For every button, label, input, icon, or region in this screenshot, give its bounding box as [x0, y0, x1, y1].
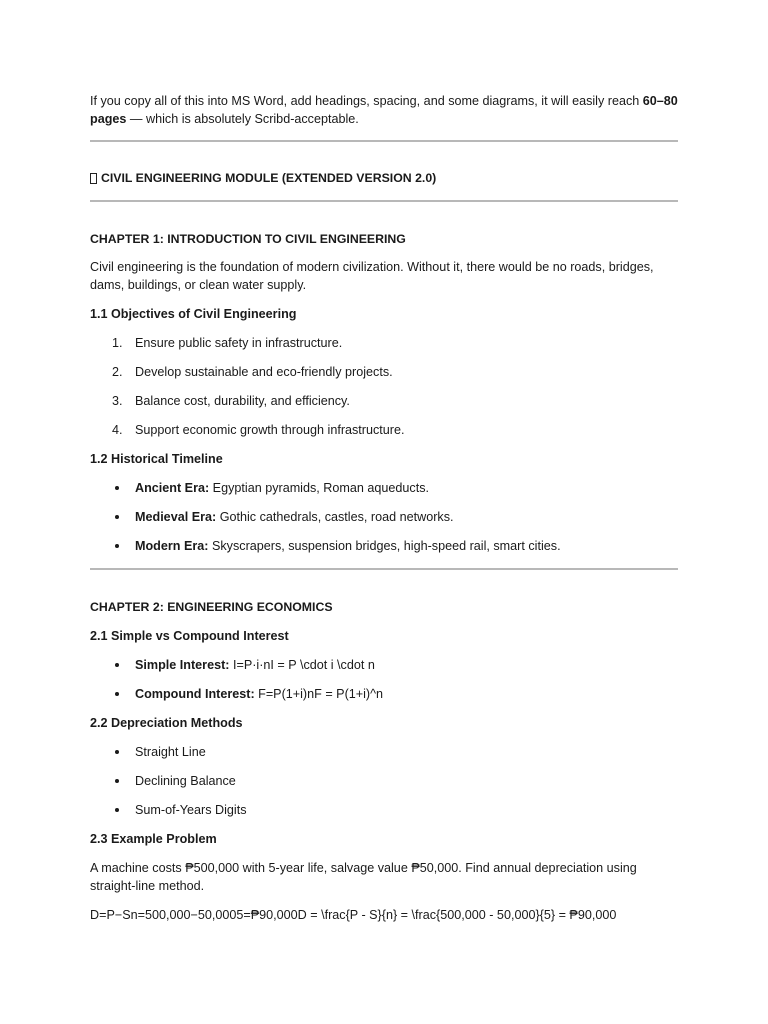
list-number: 2.	[112, 365, 123, 379]
list-number: 3.	[112, 394, 123, 408]
list-item-label: Compound Interest:	[135, 687, 255, 701]
bullet-icon	[115, 692, 119, 696]
list-number: 4.	[112, 423, 123, 437]
bullet-icon	[115, 779, 119, 783]
bullet-icon	[115, 750, 119, 754]
section-1-1-title: 1.1 Objectives of Civil Engineering	[90, 307, 297, 321]
chapter-1-intro: Civil engineering is the foundation of modern civilization. Without it, there would be no roads, bridges, dams, buildings, or clean water supply.	[90, 260, 654, 292]
list-item	[90, 656, 678, 674]
bullet-icon	[115, 663, 119, 667]
list-item	[90, 334, 678, 352]
section-1-2-title: 1.2 Historical Timeline	[90, 452, 223, 466]
list-item	[90, 392, 678, 410]
intro-paragraph	[90, 92, 678, 128]
list-item-text: Balance cost, durability, and efficiency.	[135, 394, 350, 408]
bullet-icon	[115, 515, 119, 519]
depreciation-list	[90, 743, 678, 819]
bullet-icon	[115, 808, 119, 812]
list-item-text: F=P(1+i)nF = P(1+i)^n	[254, 687, 384, 701]
list-number: 1.	[112, 336, 123, 350]
list-item-text: I=P·i·nI = P \cdot i \cdot n	[229, 658, 375, 672]
bullet-icon	[115, 544, 119, 548]
list-item-text: Declining Balance	[135, 774, 236, 788]
list-item	[90, 508, 678, 526]
list-item-text: Gothic cathedrals, castles, road networks.	[216, 510, 454, 524]
horizontal-rule	[90, 140, 678, 142]
list-item-label: Modern Era:	[135, 539, 209, 553]
horizontal-rule	[90, 200, 678, 202]
list-item-label: Ancient Era:	[135, 481, 210, 495]
intro-bold-page-count: 60–80 pages	[90, 94, 678, 126]
bullet-icon	[115, 486, 119, 490]
list-item-text: Egyptian pyramids, Roman aqueducts.	[209, 481, 429, 495]
objectives-list	[90, 334, 678, 439]
document-page	[90, 92, 678, 924]
list-item-text: Skyscrapers, suspension bridges, high-speed rail, smart cities.	[208, 539, 561, 553]
list-item	[90, 801, 678, 819]
list-item	[90, 479, 678, 497]
list-item	[90, 537, 678, 555]
list-item-label: Medieval Era:	[135, 510, 217, 524]
list-item-text: Sum-of-Years Digits	[135, 803, 247, 817]
example-problem-text: A machine costs ₱500,000 with 5-year life, salvage value ₱50,000. Find annual depreciation using straight-line method.	[90, 861, 637, 893]
list-item	[90, 685, 678, 703]
section-2-2-title: 2.2 Depreciation Methods	[90, 716, 243, 730]
list-item	[90, 743, 678, 761]
example-formula: D=P−Sn=500,000−50,0005=₱90,000D = \frac{P - S}{n} = \frac{500,000 - 50,000}{5} = ₱90,000	[90, 908, 617, 922]
module-title	[90, 169, 678, 187]
chapter-2-title: CHAPTER 2: ENGINEERING ECONOMICS	[90, 600, 333, 614]
list-item	[90, 421, 678, 439]
list-item-text: Straight Line	[135, 745, 206, 759]
list-item-text: Develop sustainable and eco-friendly projects.	[135, 365, 393, 379]
horizontal-rule	[90, 568, 678, 570]
list-item-text: Ensure public safety in infrastructure.	[135, 336, 343, 350]
intro-text-before: If you copy all of this into MS Word, add headings, spacing, and some diagrams, it will easily reach	[90, 94, 643, 108]
section-2-3-title: 2.3 Example Problem	[90, 832, 217, 846]
interest-list	[90, 656, 678, 703]
chapter-1-title: CHAPTER 1: INTRODUCTION TO CIVIL ENGINEERING	[90, 232, 406, 246]
section-2-1-title: 2.1 Simple vs Compound Interest	[90, 629, 289, 643]
list-item	[90, 363, 678, 381]
list-item	[90, 772, 678, 790]
timeline-list	[90, 479, 678, 555]
module-title-text: CIVIL ENGINEERING MODULE (EXTENDED VERSION 2.0)	[101, 171, 437, 185]
list-item-label: Simple Interest:	[135, 658, 230, 672]
missing-glyph-icon	[90, 173, 97, 184]
list-item-text: Support economic growth through infrastructure.	[135, 423, 405, 437]
intro-text-after: — which is absolutely Scribd-acceptable.	[126, 112, 359, 126]
